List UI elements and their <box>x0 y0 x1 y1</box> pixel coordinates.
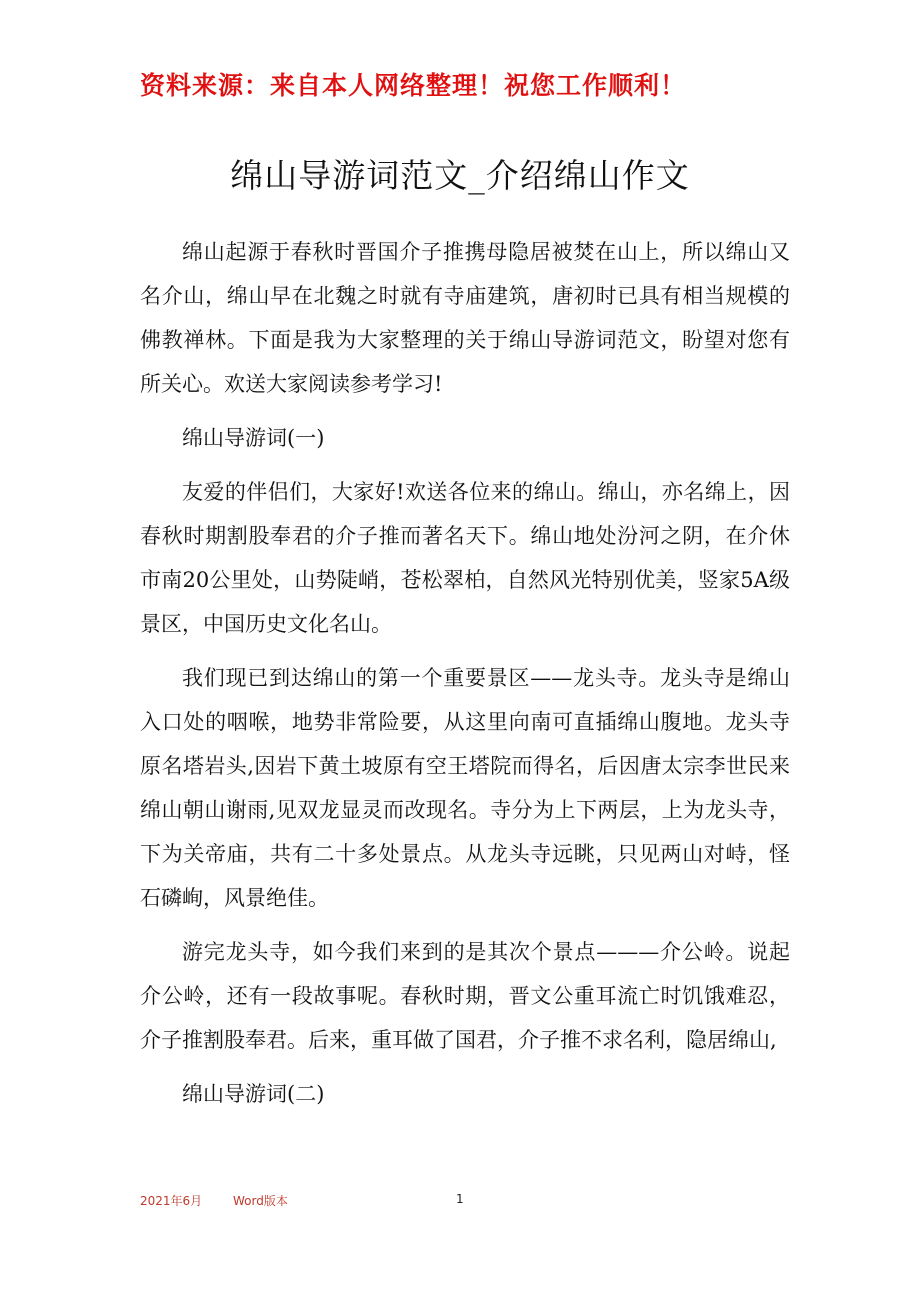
source-banner: 资料来源：来自本人网络整理！祝您工作顺利！ <box>140 71 687 100</box>
body-paragraph: 我们现已到达绵山的第一个重要景区——龙头寺。龙头寺是绵山入口处的咽喉，地势非常险要，从这里向南可直插绵山腹地。龙头寺原名塔岩头,因岩下黄土坡原有空王塔院而得名，后因唐太宗李世民来绵山朝山谢雨,见双龙显灵而改现名。寺分为上下两层，上为龙头寺，下为关帝庙，共有二十多处景点。从龙头寺远眺，只见两山对峙，怪石磷峋，风景绝佳。 <box>140 666 790 910</box>
footer-version: Word版本 <box>233 1194 288 1208</box>
body-paragraph: 游完龙头寺，如今我们来到的是其次个景点———介公岭。说起介公岭，还有一段故事呢。春秋时期，晋文公重耳流亡时饥饿难忍，介子推割股奉君。后来，重耳做了国君，介子推不求名利，隐居绵山, <box>140 940 790 1052</box>
footer-date: 2021年6月 <box>140 1194 203 1208</box>
article-body <box>140 230 790 1126</box>
page-title: 绵山导游词范文_介绍绵山作文 <box>230 156 690 195</box>
body-paragraph: 友爱的伴侣们，大家好!欢送各位来的绵山。绵山，亦名绵上，因春秋时期割股奉君的介子推而著名天下。绵山地处汾河之阴，在介休市南20公里处，山势陡峭，苍松翠柏，自然风光特别优美，竖家5A级景区，中国历史文化名山。 <box>140 480 790 636</box>
section-heading-2: 绵山导游词(二) <box>182 1082 325 1106</box>
intro-paragraph: 绵山起源于春秋时晋国介子推携母隐居被焚在山上，所以绵山又名介山，绵山早在北魏之时就有寺庙建筑，唐初时已具有相当规模的佛教禅林。下面是我为大家整理的关于绵山导游词范文，盼望对您有所关心。欢送大家阅读参考学习! <box>140 240 790 396</box>
page-number: 1 <box>456 1192 464 1206</box>
section-heading-1: 绵山导游词(一) <box>182 426 325 450</box>
